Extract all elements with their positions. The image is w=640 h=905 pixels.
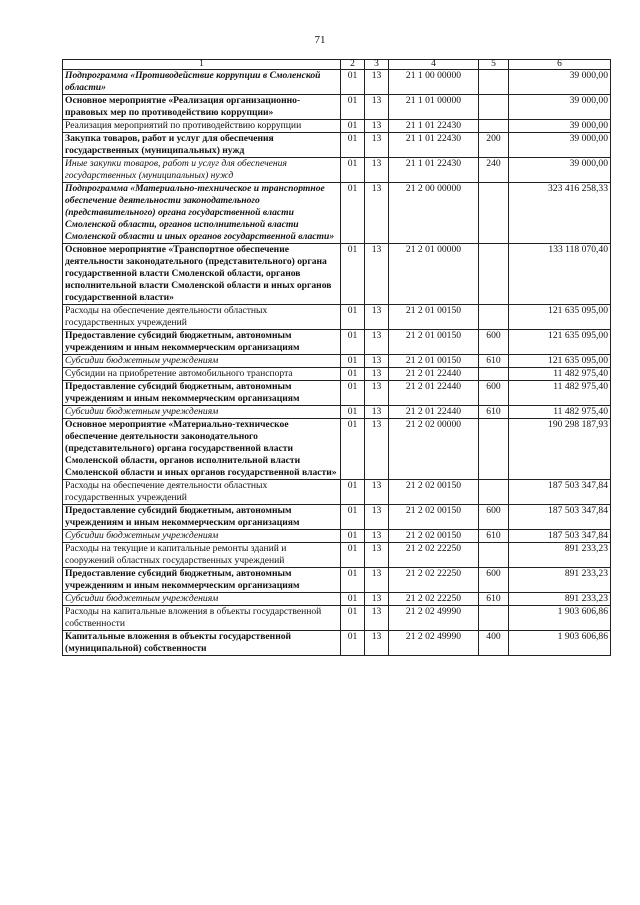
subsection-code-cell: 13 — [365, 183, 389, 244]
expense-type-cell — [479, 70, 509, 95]
subsection-code-cell: 13 — [365, 120, 389, 133]
table-row — [63, 381, 611, 406]
subsection-code-cell: 13 — [365, 355, 389, 368]
target-article-cell: 21 2 02 00150 — [389, 505, 479, 530]
page-number: 71 — [314, 34, 326, 46]
target-article-cell: 21 2 01 22440 — [389, 406, 479, 419]
amount-cell: 1 903 606,86 — [509, 606, 611, 631]
target-article-cell: 21 2 01 00150 — [389, 330, 479, 355]
table-row — [63, 593, 611, 606]
section-code-cell: 01 — [341, 480, 365, 505]
section-code-cell: 01 — [341, 244, 365, 305]
section-code-cell: 01 — [341, 568, 365, 593]
amount-cell: 891 233,23 — [509, 568, 611, 593]
section-code-cell: 01 — [341, 330, 365, 355]
target-article-cell: 21 1 01 22430 — [389, 158, 479, 183]
expense-type-cell: 600 — [479, 568, 509, 593]
amount-cell: 187 503 347,84 — [509, 505, 611, 530]
section-code-cell: 01 — [341, 158, 365, 183]
amount-cell: 39 000,00 — [509, 95, 611, 120]
target-article-cell: 21 2 02 22250 — [389, 568, 479, 593]
table-row — [63, 70, 611, 95]
subsection-code-cell: 13 — [365, 530, 389, 543]
amount-cell: 39 000,00 — [509, 70, 611, 95]
target-article-cell: 21 1 01 22430 — [389, 120, 479, 133]
expense-type-cell: 600 — [479, 330, 509, 355]
table-row — [63, 505, 611, 530]
amount-cell: 891 233,23 — [509, 593, 611, 606]
row-name-cell: Предоставление субсидий бюджетным, автономным учреждениям и иным некоммерческим организациям — [63, 568, 341, 593]
expense-type-cell — [479, 368, 509, 381]
section-code-cell: 01 — [341, 419, 365, 480]
row-name-cell: Расходы на капитальные вложения в объекты государственной собственности — [63, 606, 341, 631]
amount-cell: 187 503 347,84 — [509, 480, 611, 505]
amount-cell: 121 635 095,00 — [509, 330, 611, 355]
subsection-code-cell: 13 — [365, 406, 389, 419]
amount-cell: 133 118 070,40 — [509, 244, 611, 305]
row-name-cell: Капитальные вложения в объекты государственной (муниципальной) собственности — [63, 631, 341, 656]
target-article-cell: 21 2 01 22440 — [389, 381, 479, 406]
expense-type-cell — [479, 183, 509, 244]
table-row — [63, 355, 611, 368]
section-code-cell: 01 — [341, 543, 365, 568]
table-row — [63, 568, 611, 593]
subsection-code-cell: 13 — [365, 505, 389, 530]
subsection-code-cell: 13 — [365, 606, 389, 631]
header-col-3: 3 — [365, 60, 389, 70]
target-article-cell: 21 2 02 49990 — [389, 631, 479, 656]
amount-cell: 891 233,23 — [509, 543, 611, 568]
target-article-cell: 21 1 01 00000 — [389, 95, 479, 120]
section-code-cell: 01 — [341, 183, 365, 244]
row-name-cell: Основное мероприятие «Реализация организационно-правовых мер по противодействию коррупции» — [63, 95, 341, 120]
section-code-cell: 01 — [341, 593, 365, 606]
amount-cell: 121 635 095,00 — [509, 355, 611, 368]
subsection-code-cell: 13 — [365, 330, 389, 355]
table-row — [63, 95, 611, 120]
header-col-5: 5 — [479, 60, 509, 70]
section-code-cell: 01 — [341, 95, 365, 120]
row-name-cell: Подпрограмма «Противодействие коррупции в Смоленской области» — [63, 70, 341, 95]
expense-type-cell — [479, 244, 509, 305]
table-row — [63, 406, 611, 419]
section-code-cell: 01 — [341, 606, 365, 631]
section-code-cell: 01 — [341, 530, 365, 543]
amount-cell: 11 482 975,40 — [509, 406, 611, 419]
table-row — [63, 120, 611, 133]
row-name-cell: Иные закупки товаров, работ и услуг для обеспечения государственных (муниципальных) нужд — [63, 158, 341, 183]
section-code-cell: 01 — [341, 305, 365, 330]
table-row — [63, 133, 611, 158]
subsection-code-cell: 13 — [365, 305, 389, 330]
section-code-cell: 01 — [341, 381, 365, 406]
subsection-code-cell: 13 — [365, 419, 389, 480]
subsection-code-cell: 13 — [365, 631, 389, 656]
table-header-row — [63, 60, 611, 70]
expense-type-cell — [479, 419, 509, 480]
table-row — [63, 419, 611, 480]
target-article-cell: 21 2 02 00000 — [389, 419, 479, 480]
subsection-code-cell: 13 — [365, 543, 389, 568]
subsection-code-cell: 13 — [365, 70, 389, 95]
section-code-cell: 01 — [341, 631, 365, 656]
subsection-code-cell: 13 — [365, 95, 389, 120]
row-name-cell: Реализация мероприятий по противодействию коррупции — [63, 120, 341, 133]
amount-cell: 190 298 187,93 — [509, 419, 611, 480]
header-col-2: 2 — [341, 60, 365, 70]
expense-type-cell — [479, 120, 509, 133]
table-row — [63, 606, 611, 631]
target-article-cell: 21 1 00 00000 — [389, 70, 479, 95]
section-code-cell: 01 — [341, 406, 365, 419]
subsection-code-cell: 13 — [365, 133, 389, 158]
expense-type-cell — [479, 606, 509, 631]
row-name-cell: Расходы на текущие и капитальные ремонты зданий и сооружений областных государственных учреждений — [63, 543, 341, 568]
target-article-cell: 21 2 01 00150 — [389, 305, 479, 330]
amount-cell: 323 416 258,33 — [509, 183, 611, 244]
table-row — [63, 543, 611, 568]
target-article-cell: 21 2 02 00150 — [389, 480, 479, 505]
section-code-cell: 01 — [341, 368, 365, 381]
row-name-cell: Предоставление субсидий бюджетным, автономным учреждениям и иным некоммерческим организациям — [63, 381, 341, 406]
expense-type-cell: 610 — [479, 355, 509, 368]
table-row — [63, 183, 611, 244]
expense-type-cell — [479, 305, 509, 330]
amount-cell: 1 903 606,86 — [509, 631, 611, 656]
table-row — [63, 631, 611, 656]
table-row — [63, 530, 611, 543]
row-name-cell: Расходы на обеспечение деятельности областных государственных учреждений — [63, 305, 341, 330]
row-name-cell: Основное мероприятие «Транспортное обеспечение деятельности законодательного (представительного) органа государственной власти Смоленской области, органов исполнительной власти Смоленской области и иных органов государственной власти» — [63, 244, 341, 305]
section-code-cell: 01 — [341, 355, 365, 368]
amount-cell: 39 000,00 — [509, 120, 611, 133]
row-name-cell: Предоставление субсидий бюджетным, автономным учреждениям и иным некоммерческим организациям — [63, 505, 341, 530]
budget-table — [62, 59, 611, 656]
row-name-cell: Субсидии бюджетным учреждениям — [63, 355, 341, 368]
expense-type-cell — [479, 480, 509, 505]
subsection-code-cell: 13 — [365, 244, 389, 305]
expense-type-cell: 610 — [479, 593, 509, 606]
row-name-cell: Субсидии бюджетным учреждениям — [63, 530, 341, 543]
target-article-cell: 21 2 01 00000 — [389, 244, 479, 305]
row-name-cell: Закупка товаров, работ и услуг для обеспечения государственных (муниципальных) нужд — [63, 133, 341, 158]
subsection-code-cell: 13 — [365, 381, 389, 406]
target-article-cell: 21 2 00 00000 — [389, 183, 479, 244]
amount-cell: 11 482 975,40 — [509, 381, 611, 406]
row-name-cell: Субсидии бюджетным учреждениям — [63, 593, 341, 606]
expense-type-cell: 600 — [479, 381, 509, 406]
table-row — [63, 244, 611, 305]
target-article-cell: 21 2 02 00150 — [389, 530, 479, 543]
subsection-code-cell: 13 — [365, 368, 389, 381]
expense-type-cell: 200 — [479, 133, 509, 158]
row-name-cell: Предоставление субсидий бюджетным, автономным учреждениям и иным некоммерческим организациям — [63, 330, 341, 355]
table-row — [63, 368, 611, 381]
table-row — [63, 158, 611, 183]
amount-cell: 39 000,00 — [509, 133, 611, 158]
row-name-cell: Основное мероприятие «Материально-техническое обеспечение деятельности законодательного (представительного) органа государственной власти Смоленской области, органов исполнительной власти Смоленской области и иных органов государственной власти» — [63, 419, 341, 480]
header-col-4: 4 — [389, 60, 479, 70]
table-row — [63, 330, 611, 355]
section-code-cell: 01 — [341, 70, 365, 95]
row-name-cell: Расходы на обеспечение деятельности областных государственных учреждений — [63, 480, 341, 505]
amount-cell: 39 000,00 — [509, 158, 611, 183]
target-article-cell: 21 2 02 49990 — [389, 606, 479, 631]
expense-type-cell — [479, 543, 509, 568]
target-article-cell: 21 2 01 00150 — [389, 355, 479, 368]
amount-cell: 121 635 095,00 — [509, 305, 611, 330]
header-col-6: 6 — [509, 60, 611, 70]
section-code-cell: 01 — [341, 133, 365, 158]
expense-type-cell: 240 — [479, 158, 509, 183]
row-name-cell: Подпрограмма «Материально-техническое и транспортное обеспечение деятельности законодательного (представительного) органа государственной власти Смоленской области, органов исполнительной власти Смоленской области и иных органов государственной власти» — [63, 183, 341, 244]
subsection-code-cell: 13 — [365, 158, 389, 183]
subsection-code-cell: 13 — [365, 480, 389, 505]
row-name-cell: Субсидии бюджетным учреждениям — [63, 406, 341, 419]
expense-type-cell: 600 — [479, 505, 509, 530]
table-row — [63, 305, 611, 330]
section-code-cell: 01 — [341, 505, 365, 530]
target-article-cell: 21 2 02 22250 — [389, 543, 479, 568]
target-article-cell: 21 2 02 22250 — [389, 593, 479, 606]
amount-cell: 11 482 975,40 — [509, 368, 611, 381]
section-code-cell: 01 — [341, 120, 365, 133]
expense-type-cell — [479, 95, 509, 120]
expense-type-cell: 610 — [479, 406, 509, 419]
subsection-code-cell: 13 — [365, 568, 389, 593]
expense-type-cell: 610 — [479, 530, 509, 543]
row-name-cell: Субсидии на приобретение автомобильного транспорта — [63, 368, 341, 381]
header-col-1: 1 — [63, 60, 341, 70]
expense-type-cell: 400 — [479, 631, 509, 656]
table-row — [63, 480, 611, 505]
target-article-cell: 21 1 01 22430 — [389, 133, 479, 158]
amount-cell: 187 503 347,84 — [509, 530, 611, 543]
target-article-cell: 21 2 01 22440 — [389, 368, 479, 381]
subsection-code-cell: 13 — [365, 593, 389, 606]
